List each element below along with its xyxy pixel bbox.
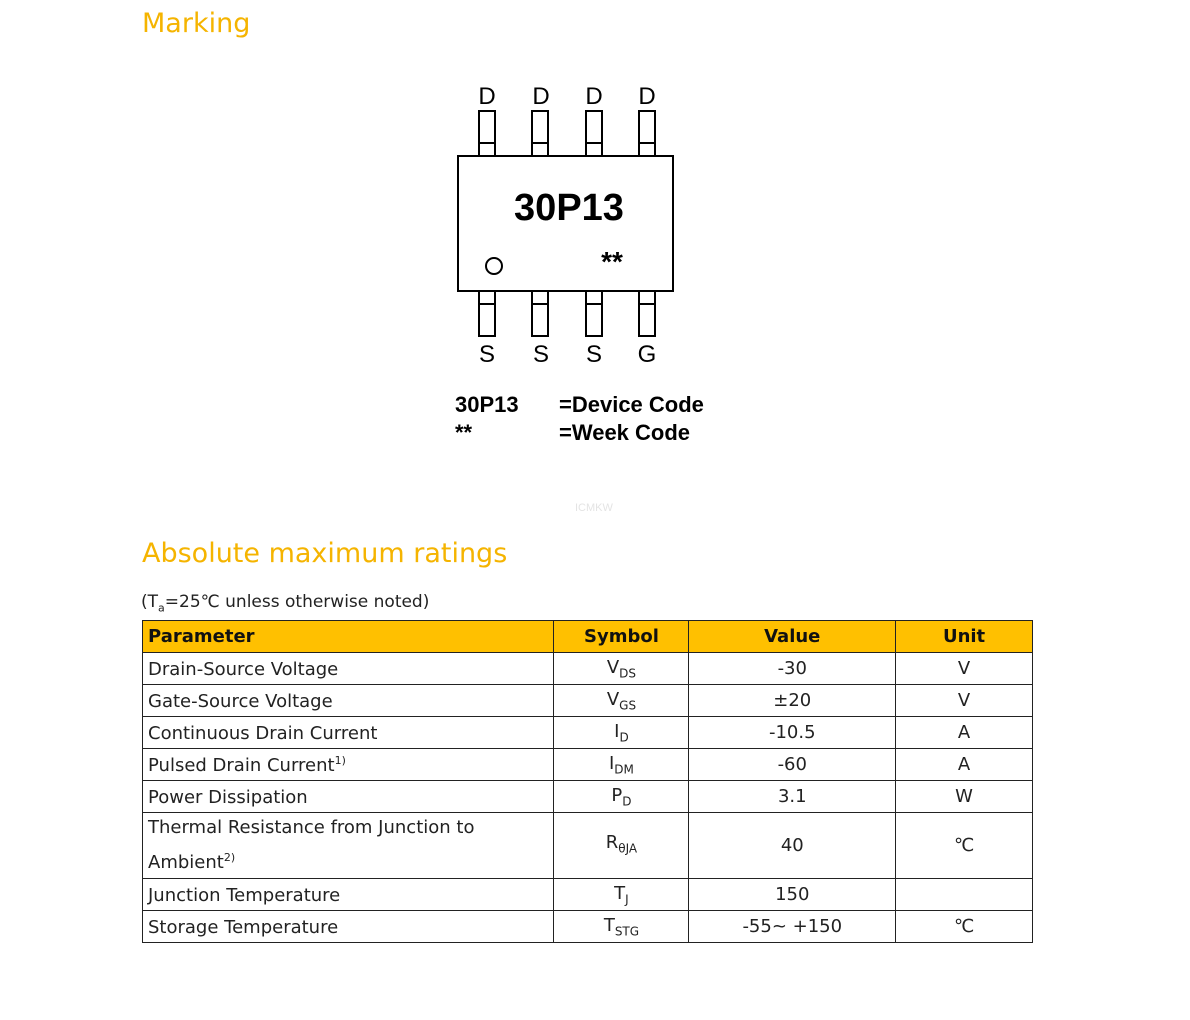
- symbol-cell: $R_{\theta JA}$: [554, 813, 689, 879]
- top-pin-3: [586, 111, 602, 156]
- bottom-pin-label-3: S: [585, 341, 603, 368]
- conditions-sub: a: [158, 601, 165, 615]
- conditions-note: [141, 592, 429, 614]
- unit-cell: ℃: [896, 813, 1033, 879]
- device-marking-text: 30P13: [514, 187, 624, 229]
- bottom-pin-1: [479, 291, 495, 336]
- symbol-cell: $V_{GS}$: [554, 685, 689, 717]
- top-pin-4: [639, 111, 655, 156]
- unit-cell: [896, 879, 1033, 911]
- parameter-cell: Gate-Source Voltage: [143, 685, 554, 717]
- symbol-cell: $T_{STG}$: [554, 911, 689, 943]
- symbol-cell: $T_J$: [554, 879, 689, 911]
- value-cell: -10.5: [689, 717, 896, 749]
- header-parameter: Parameter: [143, 621, 554, 653]
- symbol-cell: $P_D$: [554, 781, 689, 813]
- value-cell: 150: [689, 879, 896, 911]
- legend-week-code: **: [455, 420, 473, 445]
- parameter-cell: Power Dissipation: [143, 781, 554, 813]
- unit-cell: W: [896, 781, 1033, 813]
- table-row: [143, 781, 1033, 813]
- bottom-pin-label-4: G: [637, 341, 657, 368]
- value-cell: -30: [689, 653, 896, 685]
- table-row: [143, 717, 1033, 749]
- week-marking-text: **: [601, 246, 623, 277]
- header-unit: Unit: [896, 621, 1033, 653]
- unit-cell: V: [896, 653, 1033, 685]
- bottom-pin-2: [532, 291, 548, 336]
- unit-cell: A: [896, 749, 1033, 781]
- ratings-table: [142, 620, 1033, 943]
- unit-cell: ℃: [896, 911, 1033, 943]
- ratings-heading: Absolute maximum ratings: [142, 538, 508, 569]
- package-marking-diagram: [440, 78, 700, 378]
- watermark: ICMKW: [575, 502, 613, 514]
- value-cell: 3.1: [689, 781, 896, 813]
- table-row: [143, 749, 1033, 781]
- table-row: [143, 813, 1033, 879]
- symbol-cell: $V_{DS}$: [554, 653, 689, 685]
- top-pin-2: [532, 111, 548, 156]
- top-pin-1: [479, 111, 495, 156]
- value-cell: -60: [689, 749, 896, 781]
- bottom-pin-label-2: S: [532, 341, 550, 368]
- conditions-prefix: (T: [141, 592, 159, 612]
- legend-device-code: 30P13: [455, 392, 519, 417]
- top-pin-label-2: D: [532, 83, 550, 110]
- table-row: [143, 879, 1033, 911]
- table-header-row: [143, 621, 1033, 653]
- parameter-cell: Continuous Drain Current: [143, 717, 554, 749]
- bottom-pin-4: [639, 291, 655, 336]
- value-cell: 40: [689, 813, 896, 879]
- legend-device-desc: =Device Code: [559, 392, 704, 417]
- unit-cell: V: [896, 685, 1033, 717]
- top-pin-label-1: D: [478, 83, 496, 110]
- header-symbol: Symbol: [554, 621, 689, 653]
- bottom-pin-3: [586, 291, 602, 336]
- table-row: [143, 911, 1033, 943]
- parameter-cell: Storage Temperature: [143, 911, 554, 943]
- parameter-cell: Pulsed Drain Current$^{1)}$: [143, 749, 554, 781]
- parameter-cell: Drain-Source Voltage: [143, 653, 554, 685]
- top-pin-label-3: D: [585, 83, 603, 110]
- parameter-cell: Junction Temperature: [143, 879, 554, 911]
- bottom-pin-label-1: S: [478, 341, 496, 368]
- symbol-cell: $I_{DM}$: [554, 749, 689, 781]
- table-row: [143, 685, 1033, 717]
- legend-week-desc: =Week Code: [559, 420, 691, 445]
- table-row: [143, 653, 1033, 685]
- top-pin-label-4: D: [638, 83, 656, 110]
- symbol-cell: $I_D$: [554, 717, 689, 749]
- unit-cell: A: [896, 717, 1033, 749]
- conditions-suffix: =25℃ unless otherwise noted): [164, 592, 430, 612]
- value-cell: ±20: [689, 685, 896, 717]
- marking-heading: Marking: [142, 8, 251, 39]
- header-value: Value: [689, 621, 896, 653]
- value-cell: -55~ +150: [689, 911, 896, 943]
- parameter-cell: Thermal Resistance from Junction to Ambient$^{2)}$: [143, 813, 554, 879]
